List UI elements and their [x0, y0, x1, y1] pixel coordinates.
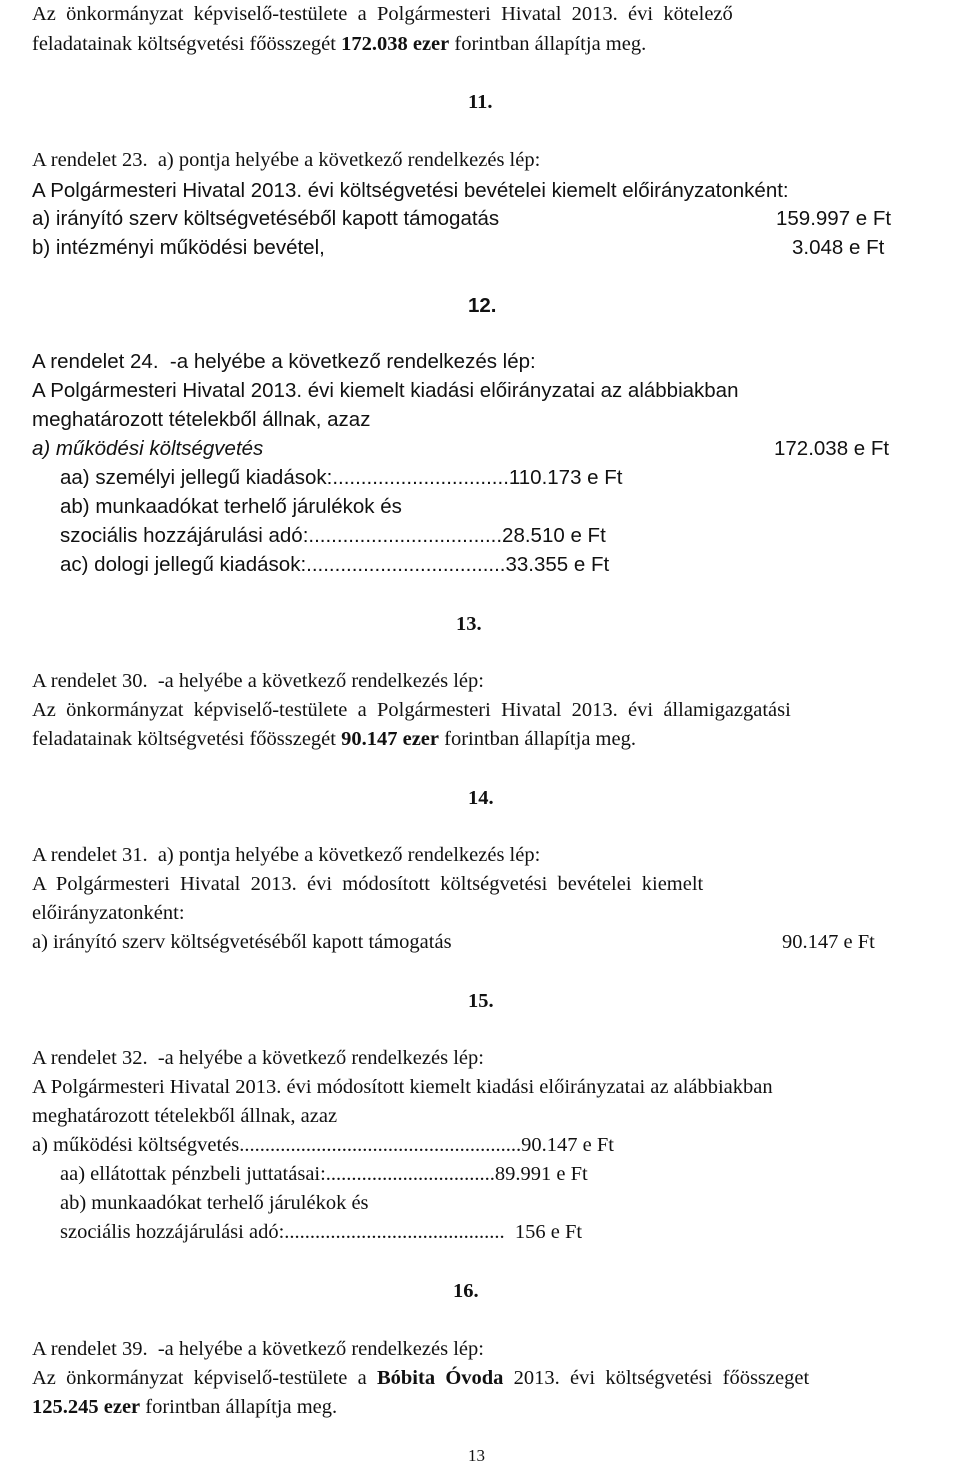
section-15-heading: 15.: [468, 990, 504, 1012]
s11-intro: A rendelet 23. a) pontja helyébe a következő rendelkezés lép:: [32, 149, 541, 171]
s13-amount: 90.147 ezer: [341, 728, 439, 750]
s11-item-a-value: 159.997 e Ft: [776, 207, 892, 230]
intro-line-1: Az önkormányzat képviselő-testülete a Polgármesteri Hivatal 2013. évi kötelező: [32, 3, 733, 25]
s14-intro: A rendelet 31. a) pontja helyébe a következő rendelkezés lép:: [32, 844, 541, 866]
s13-description-1: Az önkormányzat képviselő-testülete a Polgármesteri Hivatal 2013. évi államigazgatási: [32, 699, 791, 721]
s13-text-end: forintban állapítja meg.: [439, 728, 636, 750]
s12-item-aa: aa) személyi jellegű kiadások:...............................110.173 e Ft: [60, 466, 623, 489]
s11-item-b-label: b) intézményi működési bevétel,: [32, 236, 325, 259]
s12-item-a-value: 172.038 e Ft: [774, 437, 890, 460]
s13-description-2: [32, 725, 636, 754]
s15-item-ab-1: ab) munkaadókat terhelő járulékok és: [60, 1192, 369, 1214]
s15-intro: A rendelet 32. -a helyébe a következő rendelkezés lép:: [32, 1047, 484, 1069]
s12-item-ac: ac) dologi jellegű kiadások:...................................33.355 e Ft: [60, 553, 610, 576]
s12-item-ab-1: ab) munkaadókat terhelő járulékok és: [60, 495, 402, 518]
intro-text: feladatainak költségvetési főösszegét: [32, 33, 342, 55]
s11-item-b-value: 3.048 e Ft: [792, 236, 885, 259]
s12-description-2: meghatározott tételekből állnak, azaz: [32, 408, 371, 431]
intro-amount: 172.038 ezer: [341, 33, 450, 55]
section-16-heading: 16.: [453, 1280, 489, 1302]
s12-item-a-label: [32, 434, 263, 463]
s11-description: A Polgármesteri Hivatal 2013. évi költségvetési bevételei kiemelt előirányzatonként:: [32, 179, 789, 202]
section-13-heading: 13.: [456, 613, 492, 635]
s16-intro: A rendelet 39. -a helyébe a következő rendelkezés lép:: [32, 1338, 484, 1360]
s12-intro: A rendelet 24. -a helyébe a következő rendelkezés lép:: [32, 350, 536, 373]
section-14-heading: 14.: [468, 787, 504, 809]
section-11-heading: 11.: [468, 91, 503, 113]
s14-item-a-value: 90.147 e Ft: [782, 931, 875, 953]
s16-description-1: [32, 1364, 809, 1393]
s13-intro: A rendelet 30. -a helyébe a következő rendelkezés lép:: [32, 670, 484, 692]
s16-text-mid: 2013. évi költségvetési főösszeget: [503, 1367, 810, 1389]
s15-item-a: a) működési költségvetés.......................................................90.147 e Ft: [32, 1134, 614, 1156]
s13-text: feladatainak költségvetési főösszegét: [32, 728, 342, 750]
s16-description-2: [32, 1393, 337, 1422]
s11-item-a-label: a) irányító szerv költségvetéséből kapott támogatás: [32, 207, 500, 230]
intro-text-end: forintban állapítja meg.: [449, 33, 647, 55]
s12-item-a-text: a) működési költségvetés: [32, 437, 264, 460]
s14-description-2: előirányzatonként:: [32, 902, 185, 924]
s16-text-end: forintban állapítja meg.: [140, 1396, 338, 1418]
page-number: 13: [468, 1446, 485, 1465]
s12-description-1: A Polgármesteri Hivatal 2013. évi kiemelt kiadási előirányzatai az alábbiakban: [32, 379, 739, 402]
s14-item-a-label: a) irányító szerv költségvetéséből kapott támogatás: [32, 931, 452, 953]
s16-amount: 125.245 ezer: [32, 1396, 141, 1418]
s15-item-ab-2: szociális hozzájárulási adó:........................................... 156 e Ft: [60, 1221, 583, 1243]
s14-description-1: A Polgármesteri Hivatal 2013. évi módosított költségvetési bevételei kiemelt: [32, 873, 704, 895]
intro-line-2: [32, 30, 646, 59]
section-12-heading: 12.: [468, 294, 508, 317]
s15-description-2: meghatározott tételekből állnak, azaz: [32, 1105, 338, 1127]
s12-item-ab-2: szociális hozzájárulási adó:..................................28.510 e Ft: [60, 524, 606, 547]
s15-description-1: A Polgármesteri Hivatal 2013. évi módosított kiemelt kiadási előirányzatai az alábbiakban: [32, 1076, 773, 1098]
s16-institution: Bóbita Óvoda: [376, 1367, 504, 1389]
s16-text: Az önkormányzat képviselő-testülete a: [32, 1367, 377, 1389]
s15-item-aa: aa) ellátottak pénzbeli juttatásai:.................................89.991 e Ft: [60, 1163, 588, 1185]
